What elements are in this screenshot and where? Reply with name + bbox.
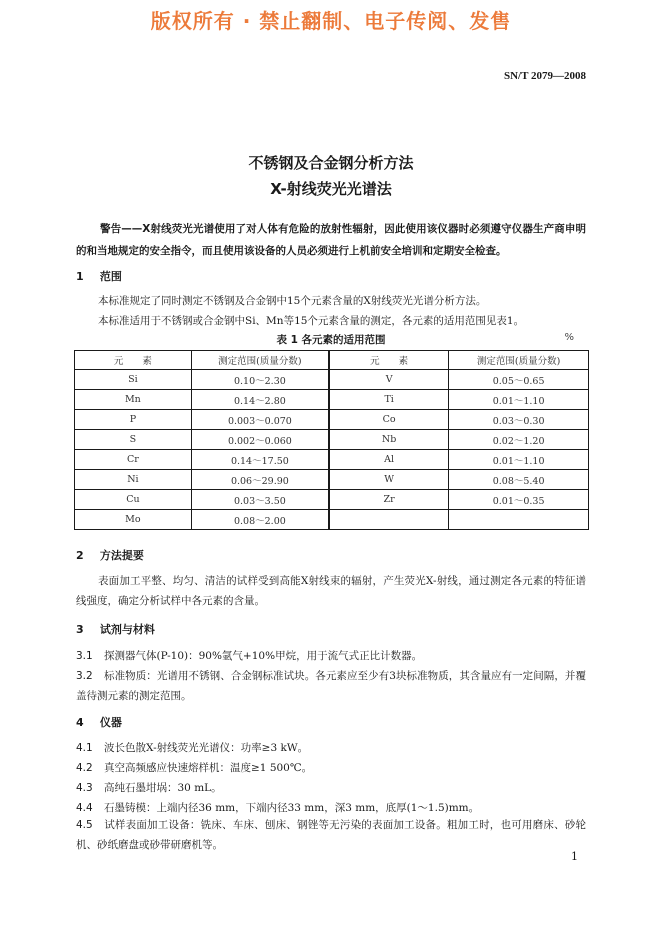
table-cell: Zr: [329, 490, 449, 510]
table-cell: 0.01～1.10: [449, 450, 589, 470]
section-title: 方法提要: [99, 549, 144, 562]
clause-number: 4.3: [76, 782, 93, 794]
clause-4-5: [76, 815, 586, 855]
table-row: [75, 510, 589, 530]
document-subtitle: X-射线荧光光谱法: [270, 180, 392, 198]
table-row: [75, 370, 589, 390]
clause-text: 真空高频感应快速熔样机：温度≥1 500℃。: [104, 762, 313, 774]
table-cell: 0.14～2.80: [191, 390, 329, 410]
table-cell: Cr: [75, 450, 192, 470]
clause-4-2: [76, 758, 586, 778]
table-header-cell: 元 素: [329, 351, 449, 370]
table-header-cell: 元 素: [75, 351, 192, 370]
section-title: 范围: [99, 270, 122, 283]
section-number: 3: [76, 623, 84, 636]
table-cell: 0.02～1.20: [449, 430, 589, 450]
table-cell: Nb: [329, 430, 449, 450]
table-cell: 0.08～2.00: [191, 510, 329, 530]
clause-3-2: [76, 666, 586, 706]
table-cell: W: [329, 470, 449, 490]
table-cell: Mn: [75, 390, 192, 410]
table-cell: 0.003～0.070: [191, 410, 329, 430]
table-cell: Ni: [75, 470, 192, 490]
table-cell: [329, 510, 449, 530]
table-cell: 0.03～0.30: [449, 410, 589, 430]
section-4-heading: [76, 714, 122, 730]
section-1-paragraph-2: 本标准适用于不锈钢或合金钢中Si、Mn等15个元素含量的测定，各元素的适用范围见表1。: [98, 315, 525, 327]
safety-warning: 警告——X射线荧光光谱使用了对人体有危险的放射性辐射，因此使用该仪器时必须遵守仪器生产商申明的和当地规定的安全指令，而且使用该设备的人员必须进行上机前安全培训和定期安全检查。: [76, 223, 586, 257]
clause-4-1: [76, 738, 586, 758]
section-1-paragraph-1: 本标准规定了同时测定不锈钢及合金钢中15个元素含量的X射线荧光光谱分析方法。: [98, 295, 487, 307]
clause-number: 3.1: [76, 650, 93, 662]
table-cell: 0.10～2.30: [191, 370, 329, 390]
table-title: 表 1 各元素的适用范围: [276, 334, 386, 346]
section-number: 4: [76, 716, 84, 729]
clause-number: 4.1: [76, 742, 93, 754]
table-cell: P: [75, 410, 192, 430]
section-number: 2: [76, 549, 84, 562]
table-cell: Si: [75, 370, 192, 390]
section-2-heading: [76, 547, 144, 563]
table-row: [75, 410, 589, 430]
table-cell: S: [75, 430, 192, 450]
table-row: [75, 490, 589, 510]
table-cell: Cu: [75, 490, 192, 510]
standard-code: SN/T 2079—2008: [503, 70, 586, 82]
section-title: 试剂与材料: [99, 623, 155, 636]
table-cell: 0.002～0.060: [191, 430, 329, 450]
document-title: 不锈钢及合金钢分析方法: [248, 154, 414, 172]
clause-number: 4.5: [76, 819, 93, 831]
table-cell: V: [329, 370, 449, 390]
clause-text: 石墨铸模：上端内径36 mm，下端内径33 mm，深3 mm，底厚(1～1.5)mm。: [104, 802, 480, 814]
table-cell: Co: [329, 410, 449, 430]
table-cell: Ti: [329, 390, 449, 410]
clause-number: 4.2: [76, 762, 93, 774]
table-cell: 0.01～0.35: [449, 490, 589, 510]
clause-text: 高纯石墨坩埚：30 mL。: [104, 782, 222, 794]
section-title: 仪器: [99, 716, 122, 729]
clause-4-3: [76, 778, 586, 798]
table-cell: 0.14～17.50: [191, 450, 329, 470]
table-cell: 0.06～29.90: [191, 470, 329, 490]
clause-text: 试样表面加工设备：铣床、车床、刨床、钢锉等无污染的表面加工设备。粗加工时，也可用磨床、砂轮机、砂纸磨盘或砂带研磨机等。: [76, 819, 586, 851]
copyright-banner: 版权所有 · 禁止翻制、电子传阅、发售: [150, 9, 512, 33]
section-number: 1: [76, 270, 84, 283]
section-3-heading: [76, 621, 155, 637]
section-2-paragraph: 表面加工平整、均匀、清洁的试样受到高能X射线束的辐射，产生荧光X-射线，通过测定各元素的特征谱线强度，确定分析试样中各元素的含量。: [76, 575, 586, 607]
clause-number: 3.2: [76, 670, 93, 682]
table-cell: 0.03～3.50: [191, 490, 329, 510]
table-unit: %: [564, 332, 574, 343]
table-header-cell: 测定范围(质量分数): [449, 351, 589, 370]
table-header-row: [75, 351, 589, 370]
section-1-heading: [76, 268, 122, 284]
table-row: [75, 430, 589, 450]
table-cell: Al: [329, 450, 449, 470]
table-cell: 0.08～5.40: [449, 470, 589, 490]
clause-3-1: [76, 646, 586, 666]
table-row: [75, 450, 589, 470]
element-range-table: [74, 350, 589, 530]
clause-text: 探测器气体(P-10)：90%氩气+10%甲烷，用于流气式正比计数器。: [104, 650, 423, 662]
table-row: [75, 390, 589, 410]
table-cell: 0.01～1.10: [449, 390, 589, 410]
clause-text: 波长色散X-射线荧光光谱仪：功率≥3 kW。: [104, 742, 309, 754]
table-row: [75, 470, 589, 490]
page-number: 1: [571, 850, 578, 863]
clause-text: 标准物质：光谱用不锈钢、合金钢标准试块。各元素应至少有3块标准物质，其含量应有一定间隔，并覆盖待测元素的测定范围。: [76, 670, 586, 702]
table-header-cell: 测定范围(质量分数): [191, 351, 329, 370]
clause-number: 4.4: [76, 802, 93, 814]
table-cell: [449, 510, 589, 530]
table-cell: Mo: [75, 510, 192, 530]
table-cell: 0.05～0.65: [449, 370, 589, 390]
